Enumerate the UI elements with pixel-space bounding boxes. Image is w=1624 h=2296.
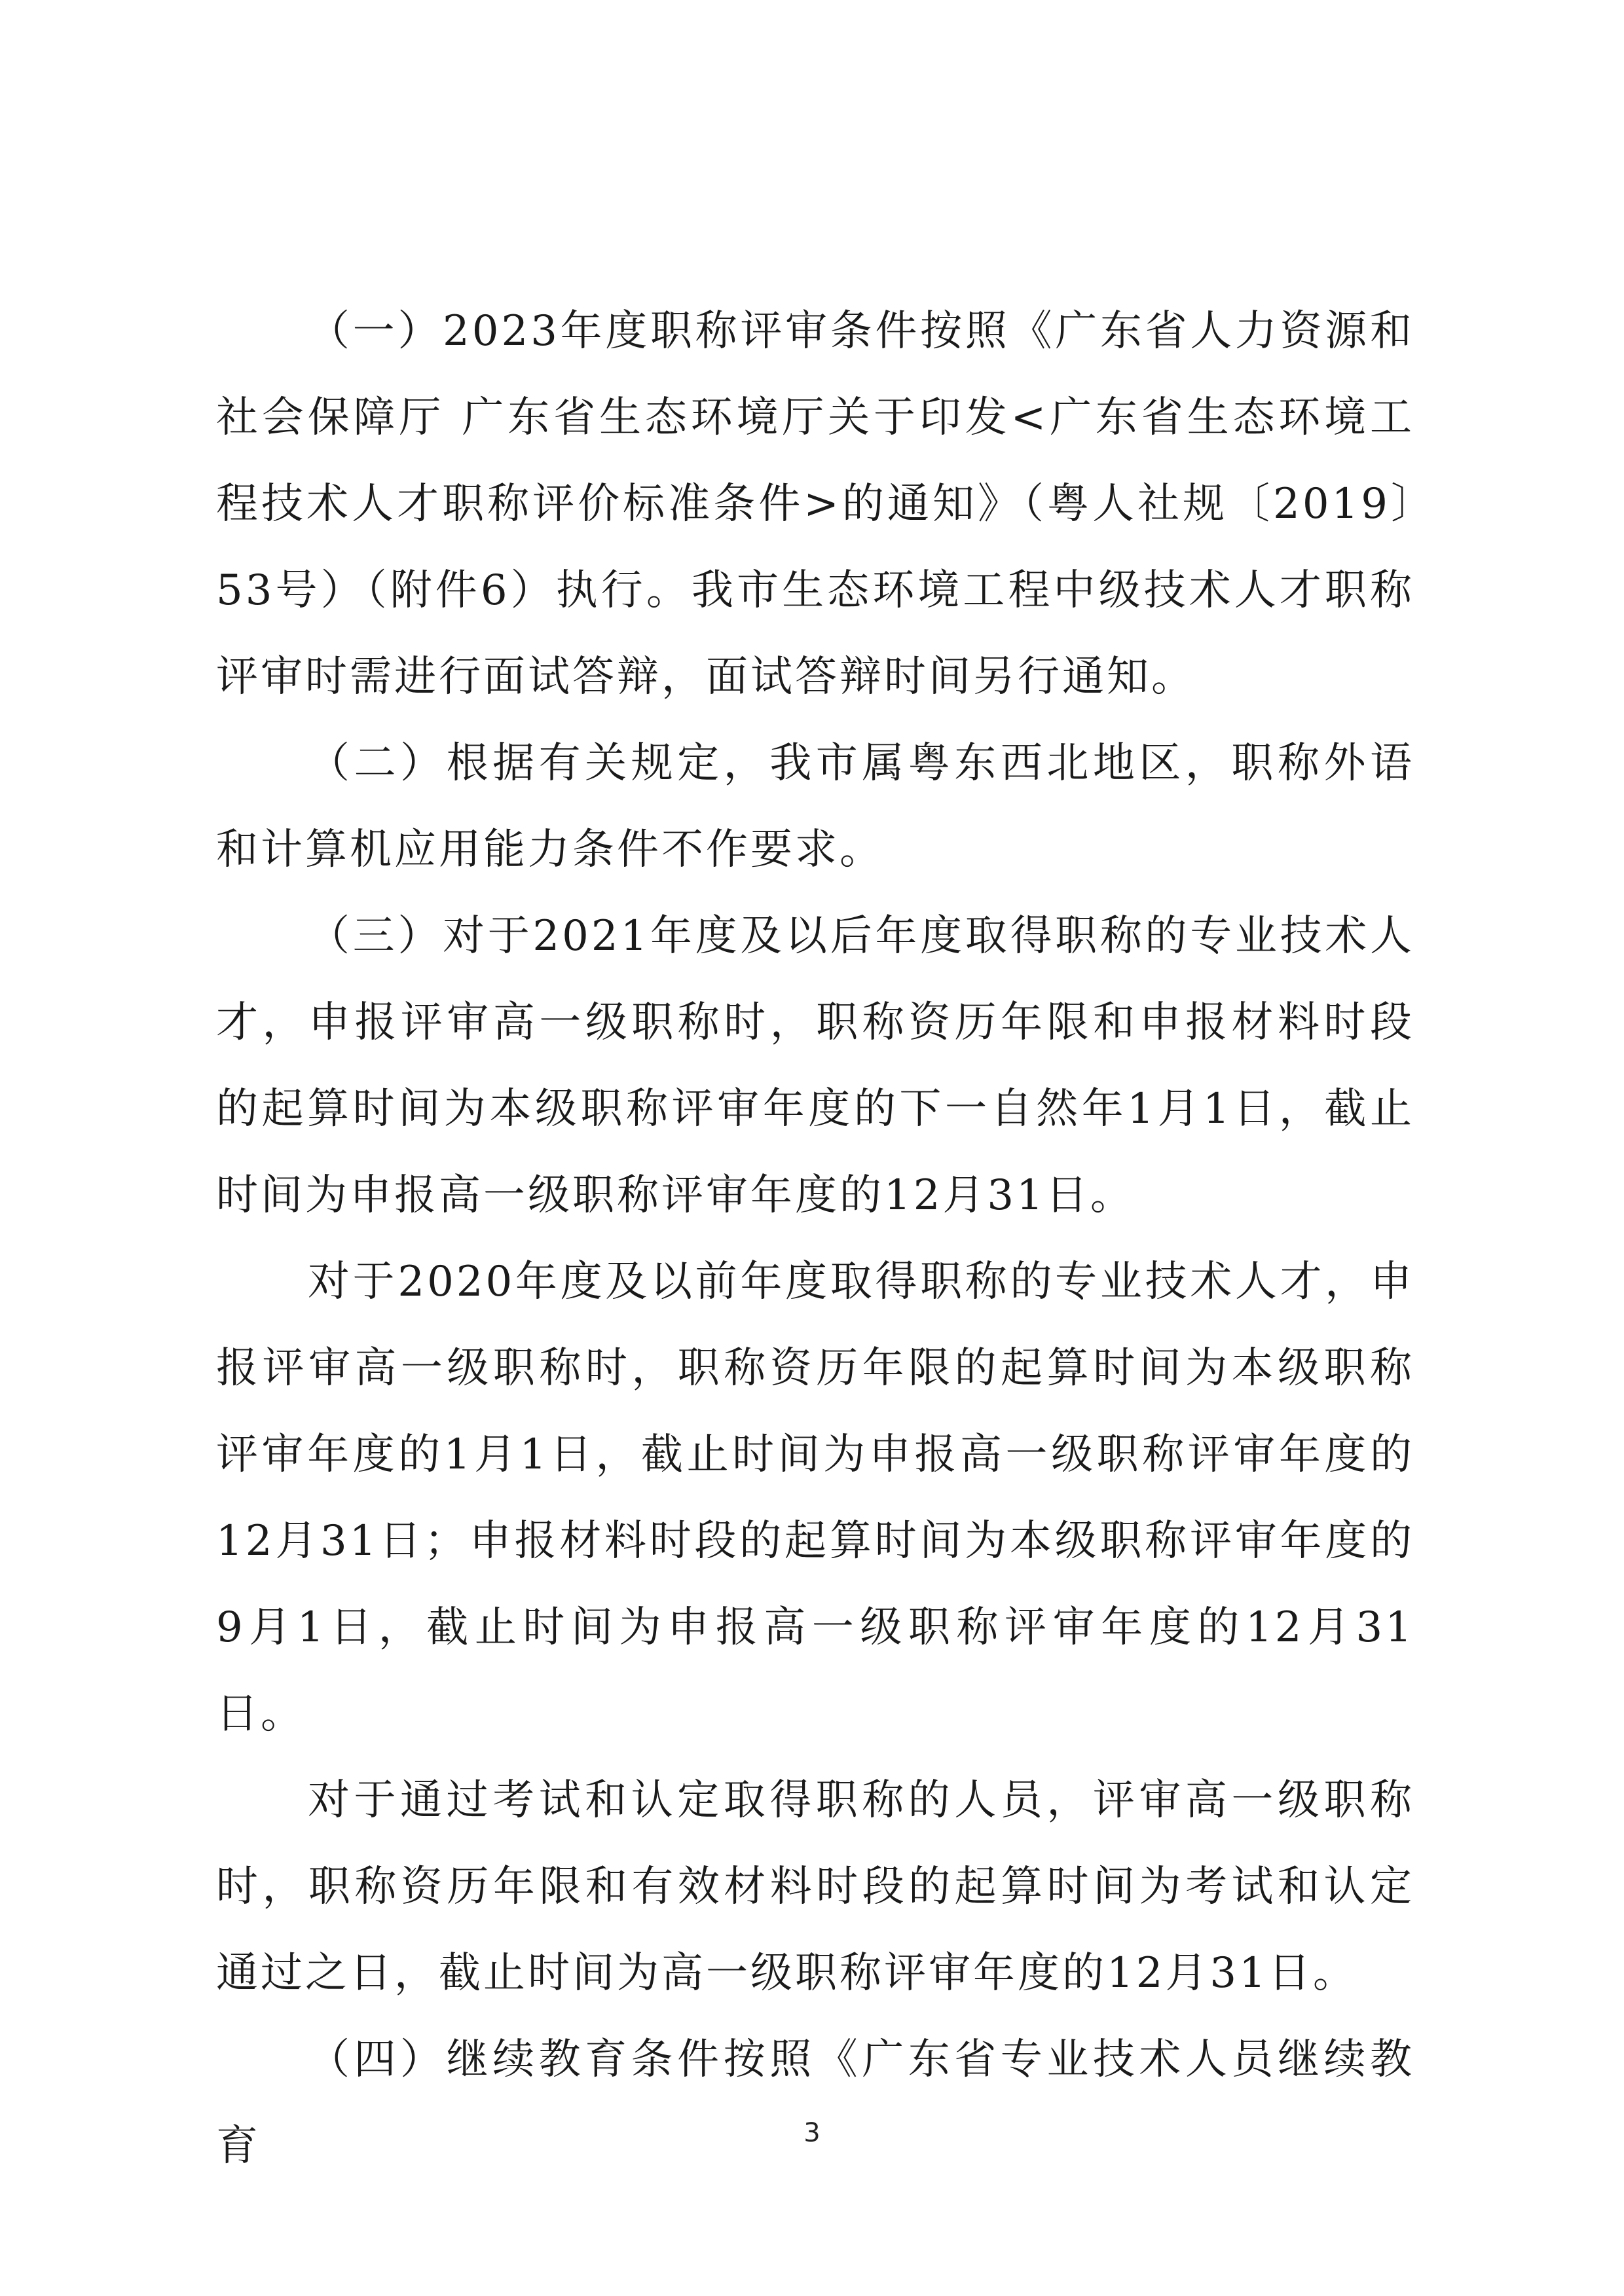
paragraph-2020-and-before-timing: 对于2020年度及以前年度取得职称的专业技术人才，申报评审高一级职称时，职称资历年限的起算时间为本级职称评审年度的1月1日，截止时间为申报高一级职称评审年度的12月31日；申报材料时段的起算时间为本级职称评审年度的9月1日，截止时间为申报高一级职称评审年度的12月31日。 <box>216 1258 1414 1738</box>
document-body <box>216 288 1414 2189</box>
page-number: 3 <box>803 2118 821 2148</box>
paragraph-2021-onward-timing: （三）对于2021年度及以后年度取得职称的专业技术人才，申报评审高一级职称时，职称资历年限和申报材料时段的起算时间为本级职称评审年度的下一自然年1月1日，截止时间为申报高一级职称评审年度的12月31日。 <box>216 912 1414 1220</box>
paragraph-continuing-education: （四）继续教育条件按照《广东省专业技术人员继续教育 <box>216 2035 1414 2170</box>
paragraph-evaluation-conditions: （一）2023年度职称评审条件按照《广东省人力资源和社会保障厅 广东省生态环境厅关于印发<广东省生态环境工程技术人才职称评价标准条件>的通知》（粤人社规〔2019〕53号）（附件6）执行。我市生态环境工程中级技术人才职称评审时需进行面试答辩，面试答辩时间另行通知。 <box>216 307 1414 701</box>
paragraph-language-computer-requirement: （二）根据有关规定，我市属粤东西北地区，职称外语和计算机应用能力条件不作要求。 <box>216 739 1414 874</box>
paragraph-exam-certification-timing: 对于通过考试和认定取得职称的人员，评审高一级职称时，职称资历年限和有效材料时段的起算时间为考试和认定通过之日，截止时间为高一级职称评审年度的12月31日。 <box>216 1776 1414 1997</box>
